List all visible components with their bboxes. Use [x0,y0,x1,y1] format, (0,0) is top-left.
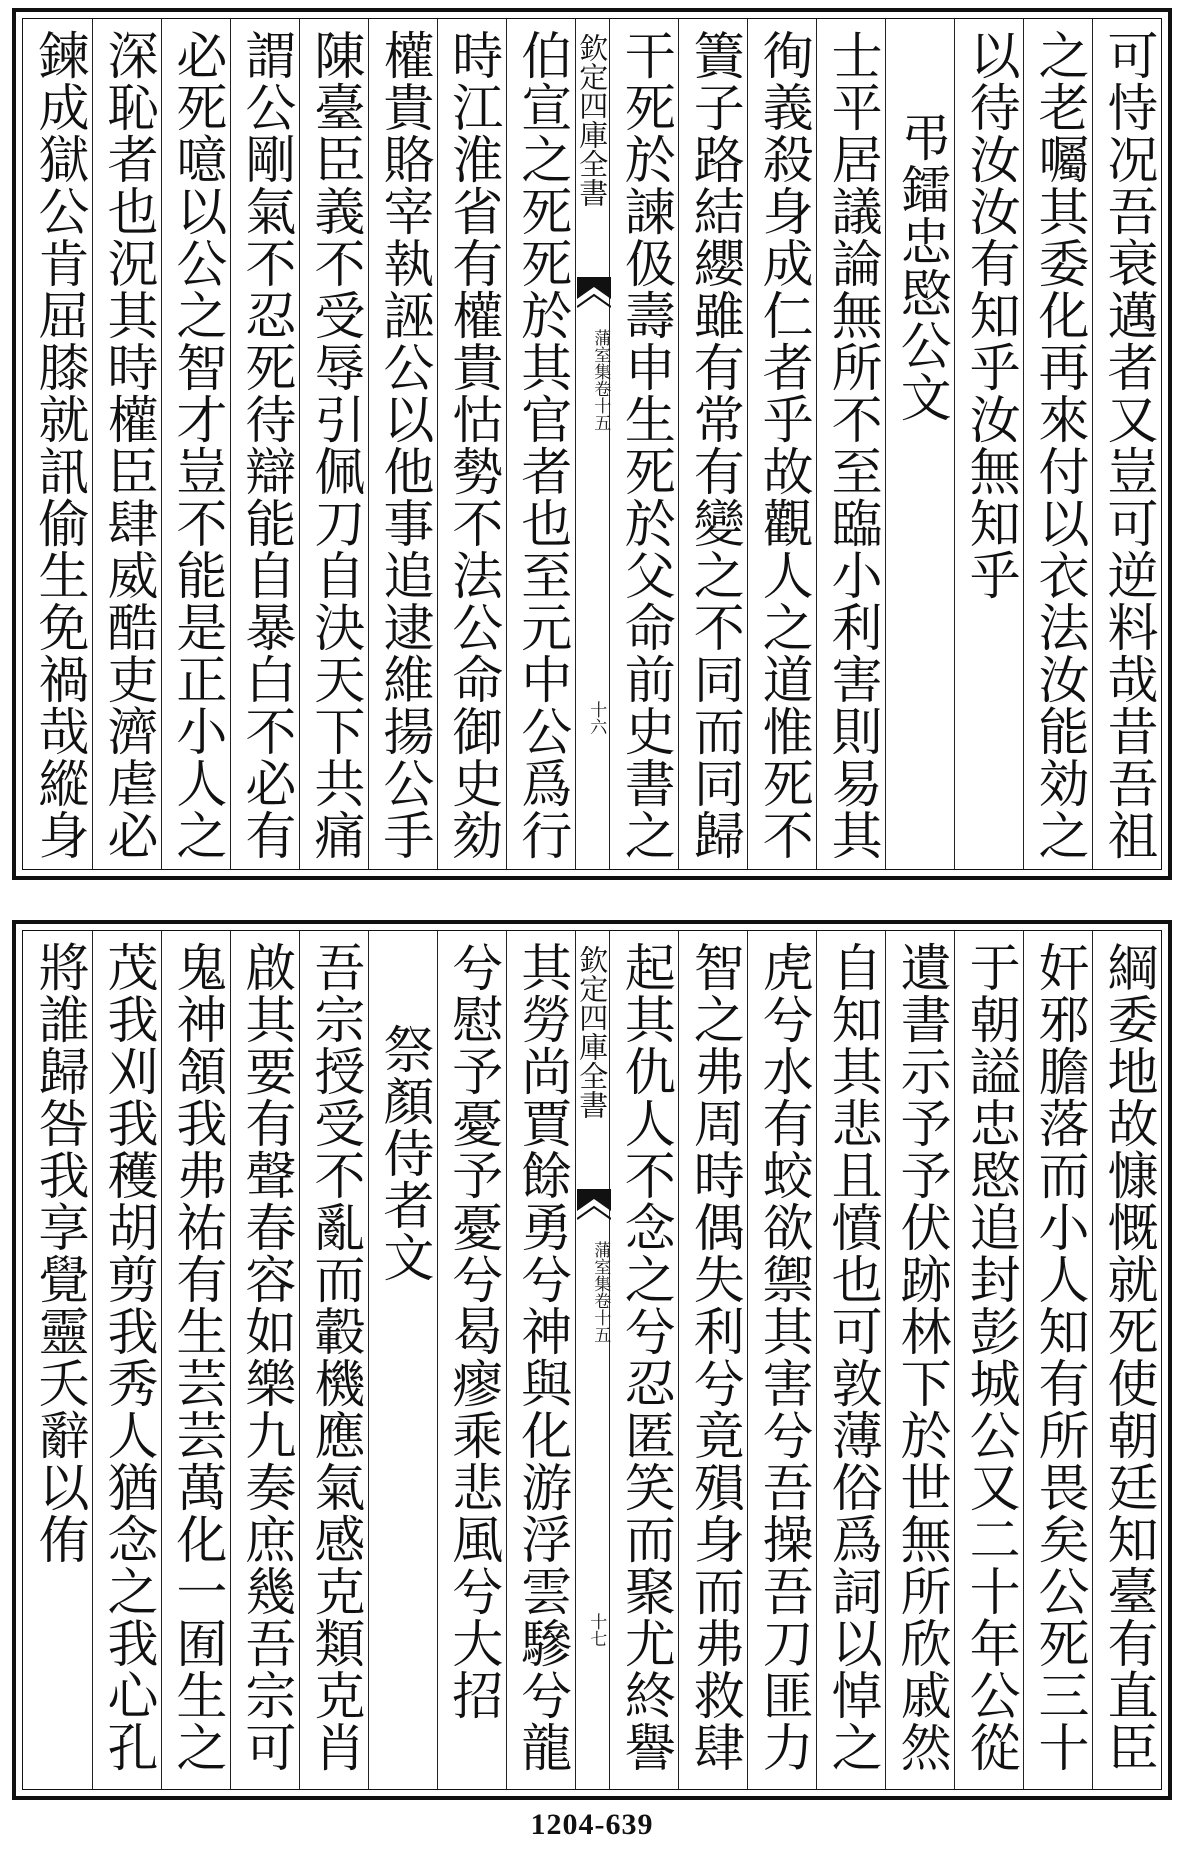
text-column: 簀子路結纓雖有常有變之不同而同歸 [678,19,747,869]
banner-juan-number: 卷十五 [590,1292,611,1343]
banner-title: 欽定四庫全書 [575,945,610,1119]
lower-book-page [12,920,1172,1800]
text-column: 啟其要有聲春容如樂九奏庶幾吾宗可 [230,931,299,1789]
text-column: 將誰歸咎我享覺靈夭辭以侑 [28,941,88,1565]
lower-text-frame [22,930,1162,1790]
banner-title: 欽定四庫全書 [575,33,610,207]
banner-volume-label [576,329,610,431]
banner-juan-number: 卷十五 [590,380,611,431]
upper-book-page [12,8,1172,880]
banner-leaf-number: 十七 [586,1613,607,1647]
text-column: 虎兮水有蛟欲禦其害兮吾操吾刀匪力 [747,931,816,1789]
text-column: 必死噫以公之智才豈不能是正小人之 [161,19,230,869]
center-banner [575,19,610,869]
text-column: 綱委地故慷慨就死使朝廷知臺有直臣 [1092,931,1161,1789]
fishtail-mark-icon [577,1189,611,1229]
section-heading: 弔鐳忠愍公文 [885,19,954,869]
text-column: 智之弗周時偶失利兮竟殞身而弗救肆 [678,931,747,1789]
text-column: 權貴賂宰執誣公以他事追逮維揚公手 [368,19,437,869]
text-column: 深恥者也況其時權臣肆威酷吏濟虐必 [92,19,161,869]
text-column: 謂公剛氣不忍死待辯能自暴白不必有 [230,19,299,869]
text-column: 以待汝汝有知乎汝無知乎 [954,19,1023,869]
banner-volume-label [576,1241,610,1343]
text-column: 時江淮省有權貴怙勢不法公命御史劾 [437,19,506,869]
text-column: 奸邪膽落而小人知有所畏矣公死三十 [1023,931,1092,1789]
text-column: 自知其悲且憤也可敦薄俗爲詞以悼之 [816,931,885,1789]
fishtail-mark-icon [577,277,611,317]
banner-leaf-number: 十六 [586,701,607,735]
text-column: 可恃况吾衰邁者又豈可逆料哉昔吾祖 [1092,19,1161,869]
banner-collection-name: 蒲室集 [590,329,611,380]
text-column: 吾宗授受不亂而轂機應氣感克類克肖 [299,931,368,1789]
text-column: 徇義殺身成仁者乎故觀人之道惟死不 [747,19,816,869]
text-column: 鍊成獄公肯屈膝就訊偷生免禍哉縱身 [28,29,88,861]
text-column: 伯宣之死死於其官者也至元中公爲行 [506,19,575,869]
text-column: 遺書示予予伏跡林下於世無所欣戚然 [885,931,954,1789]
page-number: 1204-639 [530,1808,654,1841]
text-column: 其勞尚賈餘勇兮神與化游浮雲驂兮龍 [506,931,575,1789]
text-column: 之老囑其委化再來付以衣法汝能効之 [1023,19,1092,869]
text-column: 干死於諫伋壽申生死於父命前史書之 [609,19,678,869]
text-column: 兮慰予憂予憂兮曷瘳乘悲風兮大招 [437,931,506,1789]
text-column: 士平居議論無所不至臨小利害則易其 [816,19,885,869]
banner-collection-name: 蒲室集 [590,1241,611,1292]
center-banner [575,931,610,1789]
text-column: 茂我刈我穫胡剪我秀人猶念之我心孔 [92,931,161,1789]
text-column: 于朝謚忠愍追封彭城公又二十年公從 [954,931,1023,1789]
text-column: 鬼神頷我弗祐有生芸芸萬化一囿生之 [161,931,230,1789]
upper-text-frame [22,18,1162,870]
section-heading: 祭顏侍者文 [368,931,437,1789]
text-column: 陳臺臣義不受辱引佩刀自決天下共痛 [299,19,368,869]
text-column: 起其仇人不念之兮忍匿笑而聚尤終譽 [609,931,678,1789]
